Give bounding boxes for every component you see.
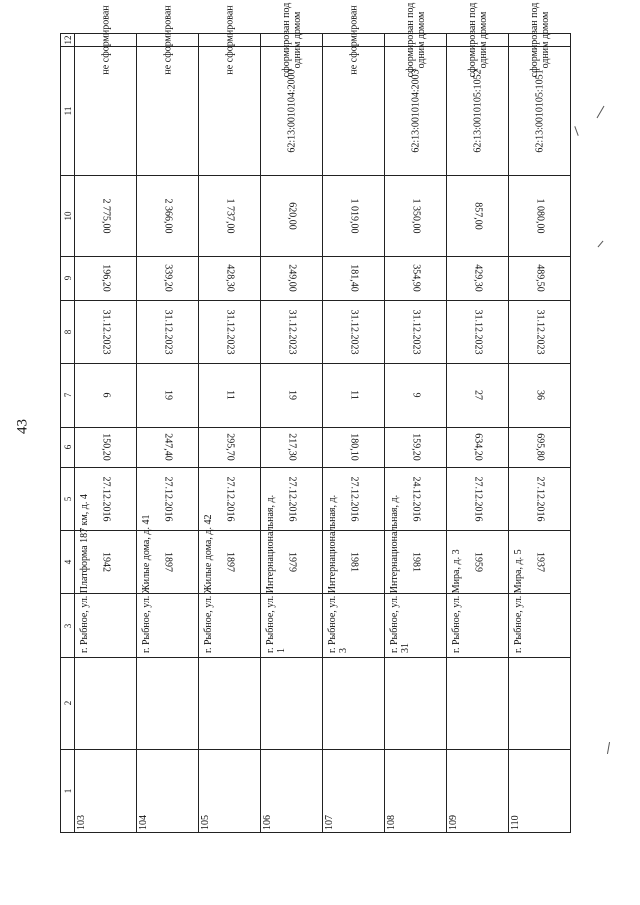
- cell-text: 31.12.2023: [534, 309, 545, 355]
- table-cell-v10: [261, 176, 323, 256]
- cell-text: сформирован под одним домом: [466, 2, 489, 78]
- column-header-label: 8: [62, 329, 73, 335]
- cell-text: сформирован под одним домом: [280, 2, 303, 78]
- cell-text: 19: [162, 390, 173, 401]
- table-cell-n: [75, 749, 137, 832]
- cell-text: 695,80: [534, 433, 545, 461]
- table-row-column-3: [61, 594, 571, 657]
- cell-text: 1 737,00: [224, 198, 235, 234]
- table-row-column-2: [61, 657, 571, 749]
- cell-text: 27.12.2016: [162, 476, 173, 522]
- column-header-label: 4: [62, 559, 73, 565]
- table-cell-v9: [199, 256, 261, 300]
- cell-text: не сформирован: [100, 5, 111, 75]
- margin-mark: [574, 126, 578, 136]
- table-cell-area: [261, 427, 323, 467]
- cell-text: не сформирован: [162, 5, 173, 75]
- table-cell-cad: [137, 46, 199, 176]
- column-header-label: 6: [62, 444, 73, 450]
- cell-text: 354,90: [410, 264, 421, 293]
- cell-text: 428,30: [224, 264, 235, 293]
- cell-text: 31.12.2023: [100, 309, 111, 355]
- table-cell-v10: [137, 176, 199, 256]
- table-cell-v9: [261, 256, 323, 300]
- cell-text: 31.12.2023: [286, 309, 297, 355]
- cell-text: 108: [386, 815, 397, 830]
- margin-mark: [607, 742, 610, 754]
- table-cell-cad: [509, 46, 571, 176]
- cell-text: г. Рыбное, ул. Мира, д. 5: [513, 549, 524, 653]
- column-header: [61, 531, 75, 594]
- cell-text: 110: [510, 815, 521, 830]
- cell-text: 9: [410, 392, 421, 398]
- table-cell-v9: [385, 256, 447, 300]
- table-row-column-6: [61, 427, 571, 467]
- column-header: [61, 176, 75, 256]
- cell-text: 1981: [410, 552, 421, 573]
- cell-text: сформирован под одним домом: [404, 2, 427, 78]
- cell-text: 11: [224, 390, 235, 401]
- table-cell-status: [447, 2, 509, 78]
- column-header-label: 2: [62, 700, 73, 706]
- table-cell-n: [385, 749, 447, 832]
- cell-text: 27.12.2016: [348, 476, 359, 522]
- table-cell-c2: [385, 657, 447, 749]
- table-cell-n: [323, 749, 385, 832]
- cell-text: 27.12.2016: [472, 476, 483, 522]
- table-row-column-7: [61, 364, 571, 427]
- table-cell-c2: [447, 657, 509, 749]
- table-cell-count: [199, 364, 261, 427]
- table-cell-area: [199, 427, 261, 467]
- column-header-label: 5: [62, 496, 73, 502]
- table-cell-count: [75, 364, 137, 427]
- table-cell-area: [447, 427, 509, 467]
- housing-table: [60, 2, 568, 833]
- cell-text: 1942: [100, 552, 111, 573]
- table-cell-end: [199, 301, 261, 364]
- cell-text: 62:13:0010105:1051: [534, 69, 545, 153]
- cell-text: 150,20: [100, 433, 111, 461]
- cell-text: г. Рыбное, ул. Платформа 187 км, д. 4: [79, 493, 90, 653]
- table-cell-count: [137, 364, 199, 427]
- cell-text: 11: [348, 390, 359, 401]
- table-cell-count: [323, 364, 385, 427]
- table-cell-c2: [75, 657, 137, 749]
- cell-text: 107: [324, 815, 335, 830]
- cell-text: 1 080,00: [534, 198, 545, 234]
- cell-text: 1897: [224, 552, 235, 573]
- cell-text: г. Рыбное, ул. Жилые дома, д. 41: [141, 514, 152, 653]
- table-cell-n: [509, 749, 571, 832]
- table-cell-end: [137, 301, 199, 364]
- cell-text: 27.12.2016: [224, 476, 235, 522]
- column-header-label: 7: [62, 393, 73, 398]
- table-cell-n: [447, 749, 509, 832]
- cell-text: 1979: [286, 552, 297, 573]
- cell-text: г. Рыбное, ул. Мира, д. 3: [451, 549, 462, 653]
- cell-text: 6: [100, 392, 111, 398]
- column-header: [61, 657, 75, 749]
- cell-text: 27.12.2016: [286, 476, 297, 522]
- column-header: [61, 427, 75, 467]
- table-cell-cad: [199, 46, 261, 176]
- column-header: [61, 34, 75, 47]
- table-row-column-11: [61, 46, 571, 176]
- table-cell-v10: [323, 176, 385, 256]
- cell-text: не сформирован: [348, 5, 359, 75]
- column-header: [61, 749, 75, 832]
- cell-text: 217,30: [286, 433, 297, 461]
- cell-text: 180,10: [348, 433, 359, 461]
- cell-text: 31.12.2023: [472, 309, 483, 355]
- cell-text: 489,50: [534, 264, 545, 293]
- column-header-label: 10: [62, 211, 73, 221]
- table-cell-v10: [509, 176, 571, 256]
- cell-text: 339,20: [162, 264, 173, 293]
- cell-text: 27.12.2016: [534, 476, 545, 522]
- column-header: [61, 364, 75, 427]
- table-cell-status: [137, 5, 199, 75]
- cell-text: 196,20: [100, 264, 111, 293]
- cell-text: 31.12.2023: [224, 309, 235, 355]
- table-row-column-9: [61, 256, 571, 300]
- cell-text: г. Рыбное, ул. Жилые дома, д. 42: [203, 514, 214, 653]
- table-cell-c2: [199, 657, 261, 749]
- table-row-column-8: [61, 301, 571, 364]
- table-cell-end: [261, 301, 323, 364]
- table-cell-n: [137, 749, 199, 832]
- table-row-column-5: [61, 467, 571, 530]
- cell-text: 1959: [472, 552, 483, 573]
- table-cell-count: [385, 364, 447, 427]
- table-cell-c2: [137, 657, 199, 749]
- table-cell-v9: [137, 256, 199, 300]
- cell-text: 62:13:0010104:2000: [286, 69, 297, 153]
- cell-text: 159,20: [410, 433, 421, 461]
- margin-mark: [597, 106, 605, 119]
- table-cell-end: [385, 301, 447, 364]
- table-row-column-4: [61, 531, 571, 594]
- table-cell-v9: [75, 256, 137, 300]
- table-cell-v10: [385, 176, 447, 256]
- table-cell-end: [323, 301, 385, 364]
- table-cell-status: [199, 5, 261, 75]
- cell-text: 1 350,00: [410, 198, 421, 234]
- cell-text: 24.12.2016: [410, 476, 421, 522]
- cell-text: 36: [534, 390, 545, 401]
- column-header: [61, 256, 75, 300]
- table-cell-area: [323, 427, 385, 467]
- table-row-column-1: [61, 749, 571, 832]
- cell-text: 62:13:0010105:1052: [472, 69, 483, 153]
- cell-text: не сформирован: [224, 5, 235, 75]
- cell-text: 1937: [534, 552, 545, 573]
- table-cell-n: [261, 749, 323, 832]
- cell-text: 634,20: [472, 433, 483, 461]
- table-row-column-12: [61, 34, 571, 47]
- cell-text: 106: [262, 815, 273, 830]
- cell-text: 31.12.2023: [410, 309, 421, 355]
- table-cell-cad: [261, 46, 323, 176]
- table-cell-n: [199, 749, 261, 832]
- column-header-label: 1: [62, 788, 73, 794]
- table-cell-v9: [323, 256, 385, 300]
- column-header: [61, 301, 75, 364]
- cell-text: 62:13:0010104:2003: [410, 69, 421, 153]
- column-header-label: 3: [62, 623, 73, 628]
- cell-text: 2 366,00: [162, 198, 173, 234]
- cell-text: 1897: [162, 552, 173, 573]
- table-cell-status: [385, 2, 447, 78]
- cell-text: 247,40: [162, 433, 173, 461]
- cell-text: 857,00: [472, 202, 483, 230]
- page-number: 43: [14, 419, 31, 434]
- cell-text: 104: [138, 815, 149, 830]
- cell-text: 620,00: [286, 202, 297, 230]
- cell-text: 1 019,00: [348, 198, 359, 234]
- table-cell-count: [447, 364, 509, 427]
- cell-text: г. Рыбное, ул. Интернациональная, д. 3: [327, 494, 349, 653]
- cell-text: г. Рыбное, ул. Интернациональная, д. 31: [389, 494, 411, 653]
- table-cell-area: [137, 427, 199, 467]
- table-cell-cad: [323, 46, 385, 176]
- column-header-label: 9: [62, 276, 73, 281]
- table-cell-count: [261, 364, 323, 427]
- cell-text: 429,30: [472, 264, 483, 293]
- table-cell-c2: [323, 657, 385, 749]
- cell-text: 249,00: [286, 264, 297, 293]
- table-cell-cad: [385, 46, 447, 176]
- table-cell-v10: [75, 176, 137, 256]
- cell-text: 105: [200, 815, 211, 830]
- table-cell-area: [385, 427, 447, 467]
- table-cell-cad: [75, 46, 137, 176]
- column-header: [61, 46, 75, 176]
- cell-text: 19: [286, 390, 297, 401]
- table-cell-status: [323, 5, 385, 75]
- column-header: [61, 467, 75, 530]
- table-cell-v9: [509, 256, 571, 300]
- cell-text: 31.12.2023: [348, 309, 359, 355]
- table-cell-end: [75, 301, 137, 364]
- cell-text: 31.12.2023: [162, 309, 173, 355]
- cell-text: 295,70: [224, 433, 235, 461]
- table-cell-status: [75, 5, 137, 75]
- column-header-label: 11: [62, 106, 73, 116]
- table-row-column-10: [61, 176, 571, 256]
- cell-text: сформирован под одним домом: [528, 2, 551, 78]
- margin-mark: [598, 241, 604, 248]
- table-cell-cad: [447, 46, 509, 176]
- table-cell-v10: [199, 176, 261, 256]
- table-cell-status: [509, 2, 571, 78]
- housing-table-grid: [60, 2, 571, 833]
- table-cell-c2: [509, 657, 571, 749]
- cell-text: 27.12.2016: [100, 476, 111, 522]
- table-cell-status: [261, 2, 323, 78]
- cell-text: 103: [76, 815, 87, 830]
- table-cell-v9: [447, 256, 509, 300]
- table-cell-v10: [447, 176, 509, 256]
- table-cell-count: [509, 364, 571, 427]
- table-cell-c2: [261, 657, 323, 749]
- column-header-label: 12: [62, 35, 73, 45]
- table-cell-area: [75, 427, 137, 467]
- cell-text: 181,40: [348, 264, 359, 293]
- column-header: [61, 594, 75, 657]
- cell-text: 1981: [348, 552, 359, 573]
- cell-text: г. Рыбное, ул. Интернациональная, д. 1: [265, 494, 287, 653]
- table-cell-area: [509, 427, 571, 467]
- cell-text: 27: [472, 390, 483, 401]
- table-cell-end: [447, 301, 509, 364]
- cell-text: 109: [448, 815, 459, 830]
- cell-text: 2 775,00: [100, 198, 111, 234]
- table-cell-end: [509, 301, 571, 364]
